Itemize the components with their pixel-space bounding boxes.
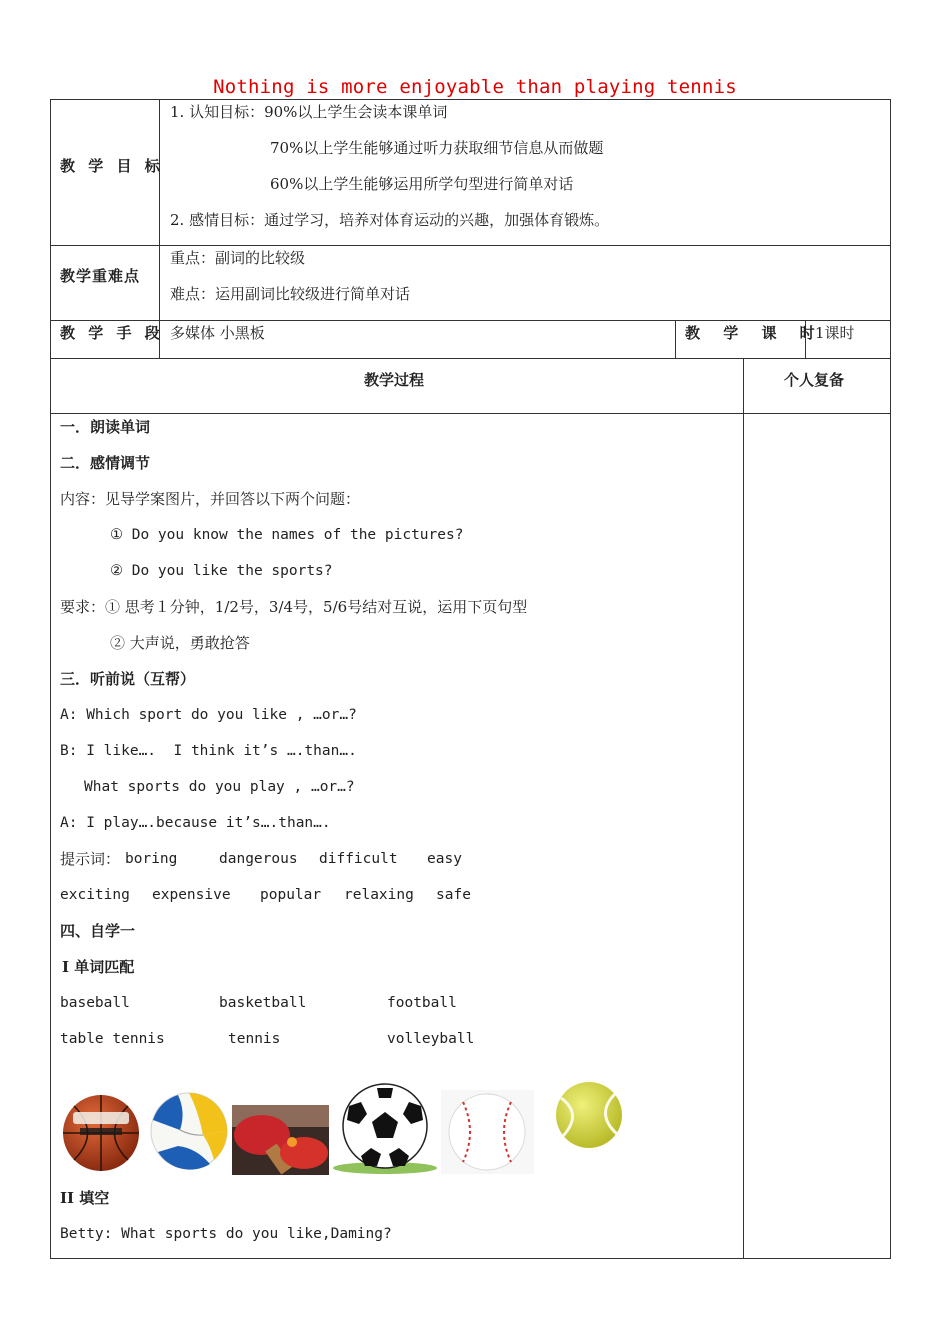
objective-line-3: 60%以上学生能够运用所学句型进行简单对话 — [270, 175, 574, 193]
match-word: volleyball — [387, 1031, 475, 1047]
basketball-icon — [60, 1092, 142, 1174]
section-4-heading: 四、自学一 — [60, 922, 136, 940]
keypoints-label: 教学重难点 — [60, 267, 141, 285]
requirement-2: ② 大声说，勇敢抢答 — [110, 634, 250, 652]
question-1: ① Do you know the names of the pictures? — [110, 527, 464, 543]
fill-blank-heading: II 填空 — [60, 1189, 110, 1207]
betty-line: Betty: What sports do you like,Daming? — [60, 1226, 392, 1242]
volleyball-icon — [148, 1090, 230, 1172]
objectives-label: 教 学 目 标 — [60, 157, 164, 175]
hint-word: exciting — [60, 887, 130, 903]
difficult-point: 难点：运用副词比较级进行简单对话 — [170, 285, 411, 303]
means-label: 教 学 手 段 — [60, 324, 164, 342]
hours-label: 教 学 课 时 — [685, 324, 824, 342]
match-word: tennis — [228, 1031, 281, 1047]
section-1-heading: 一．朗读单词 — [60, 418, 151, 436]
hours-value: 1课时 — [815, 324, 855, 342]
dialogue-line-2: B: I like…. I think it’s ….than…. — [60, 743, 357, 759]
objective-line-2: 70%以上学生能够通过听力获取细节信息从而做题 — [270, 139, 604, 157]
hint-word: relaxing — [344, 887, 414, 903]
dialogue-line-3: What sports do you play , …or…? — [84, 779, 355, 795]
match-word: baseball — [60, 995, 130, 1011]
hint-word: dangerous — [219, 851, 298, 867]
section-2-heading: 二．感情调节 — [60, 454, 151, 472]
process-header: 教学过程 — [364, 371, 425, 389]
document-title: Nothing is more enjoyable than playing tennis — [213, 76, 737, 98]
dialogue-line-4: A: I play….because it’s….than…. — [60, 815, 331, 831]
key-point: 重点：副词的比较级 — [170, 249, 306, 267]
table-tennis-icon — [232, 1105, 329, 1175]
question-2: ② Do you like the sports? — [110, 563, 333, 579]
match-word: football — [387, 995, 457, 1011]
word-match-heading: Ⅰ 单词匹配 — [62, 958, 135, 976]
objective-line-1: 1. 认知目标：90%以上学生会读本课单词 — [170, 103, 448, 121]
baseball-icon — [441, 1090, 534, 1174]
hint-word: popular — [260, 887, 322, 903]
personal-header: 个人复备 — [784, 371, 845, 389]
tennis-ball-icon — [553, 1080, 627, 1154]
requirement-1: 要求：① 思考１分钟，1/2号，3/4号，5/6号结对互说，运用下页句型 — [60, 598, 528, 616]
section-3-heading: 三．听前说（互帮） — [60, 670, 196, 688]
hint-word: boring — [125, 851, 178, 867]
hint-label: 提示词： — [60, 850, 121, 868]
objective-line-4: 2. 感情目标：通过学习，培养对体育运动的兴趣，加强体育锻炼。 — [170, 211, 610, 229]
match-word: table tennis — [60, 1031, 165, 1047]
section-2-content: 内容：见导学案图片，并回答以下两个问题： — [60, 490, 361, 508]
match-word: basketball — [219, 995, 307, 1011]
means-value: 多媒体 小黑板 — [170, 324, 265, 342]
football-icon — [331, 1082, 439, 1175]
hint-word: difficult — [319, 851, 398, 867]
hint-word: safe — [436, 887, 471, 903]
dialogue-line-1: A: Which sport do you like , …or…? — [60, 707, 357, 723]
hint-word: easy — [427, 851, 462, 867]
hint-word: expensive — [152, 887, 231, 903]
